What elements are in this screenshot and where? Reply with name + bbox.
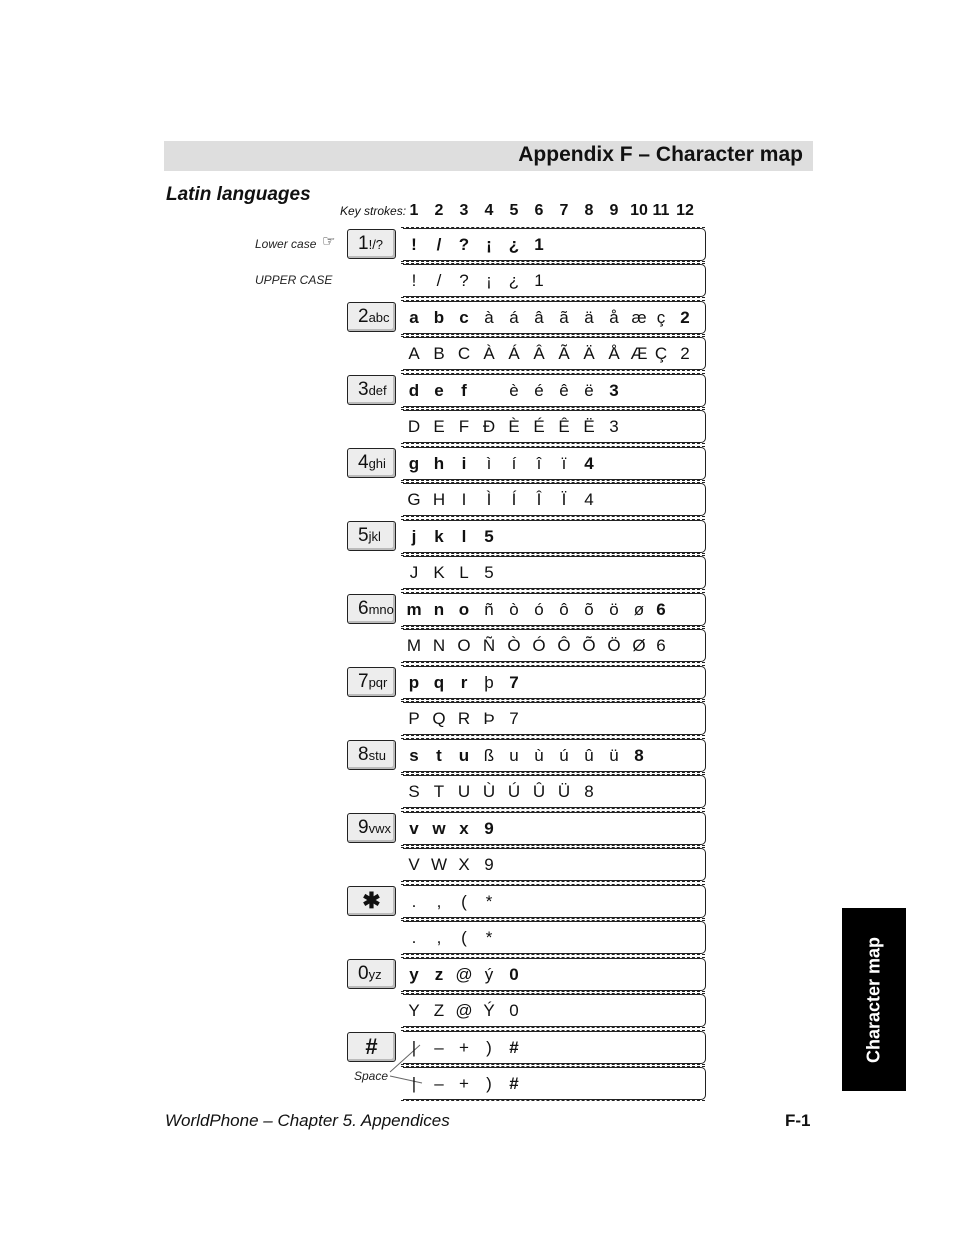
character-cell: ñ [484,600,494,619]
phone-key-4 [347,521,396,551]
character-cell: ë [584,381,594,400]
character-cell: ¡ [486,271,492,290]
lower-case-row [403,593,706,626]
character-cell: õ [584,600,594,619]
key-stroke-number: 2 [434,202,444,219]
character-cell: 1 [534,235,544,254]
character-cell: Ä [583,344,595,363]
character-cell: I [461,490,467,509]
character-cell: X [458,855,470,874]
character-cell: Ù [482,782,496,801]
character-cell: y [409,965,419,984]
character-cell: l [461,527,467,546]
character-cell: ( [461,892,467,911]
key-letters: vwx [368,821,391,836]
character-cell: 3 [609,417,619,436]
character-cell: é [534,381,544,400]
character-cell: o [458,600,470,619]
lower-case-row [403,520,706,553]
character-cell: q [433,673,445,692]
lower-case-row [403,1031,706,1064]
character-cell: A [408,344,420,363]
character-cell: Ø [632,636,646,655]
character-cell: ¡ [486,235,492,254]
character-cell: Ò [507,636,521,655]
upper-case-row [403,1067,706,1100]
character-cell: p [408,673,420,692]
upper-case-row [403,337,706,370]
key-digit: 2 [358,306,369,327]
character-cell: ? [458,235,470,254]
character-cell: Ç [654,344,668,363]
character-cell: ¿ [508,235,520,254]
character-cell: s [409,746,419,765]
character-cell: 7 [509,709,519,728]
character-cell: f [461,381,467,400]
key-digit: 0 [358,963,369,984]
character-cell: u [509,746,519,765]
key-stroke-number: 9 [609,202,619,219]
character-cell: 7 [509,673,519,692]
character-cell: d [408,381,420,400]
character-cell: Á [508,344,520,363]
character-cell: ì [486,454,492,473]
character-cell: W [430,855,448,874]
character-cell: Í [511,490,517,509]
character-cell: # [509,1038,519,1057]
character-cell: Ö [607,636,621,655]
character-cell: â [534,308,544,327]
character-cell: Ý [483,1001,495,1020]
character-cell: Ã [558,344,570,363]
character-cell: O [457,636,471,655]
character-cell: 4 [584,454,594,473]
character-cell: u [458,746,470,765]
character-cell: ò [509,600,519,619]
character-cell: + [459,1074,469,1093]
character-cell: ! [411,235,417,254]
character-cell: í [511,454,517,473]
character-cell: Q [432,709,446,728]
key-letters: def [368,383,387,398]
character-cell: v [409,819,419,838]
character-cell: þ [484,673,494,692]
character-cell: * [485,892,493,911]
key-stroke-number: 10 [630,202,648,219]
character-cell: ) [486,1038,492,1057]
character-cell: ! [411,271,417,290]
character-cell: û [584,746,594,765]
upper-case-label: UPPER CASE [255,273,333,287]
key-strokes-label: Key strokes: [340,204,407,218]
character-cell: c [459,308,469,327]
character-cell: . [411,892,417,911]
key-stroke-number: 5 [509,202,519,219]
character-cell: P [408,709,420,728]
character-cell: Õ [582,636,596,655]
character-cell: ý [484,965,494,984]
character-cell: j [411,527,417,546]
character-cell: a [409,308,419,327]
character-cell: À [483,344,495,363]
character-cell: ? [459,271,469,290]
upper-case-row [403,556,706,589]
character-cell: ï [561,454,567,473]
character-cell: h [433,454,445,473]
character-cell: 3 [609,381,619,400]
character-cell: Þ [483,709,495,728]
character-cell: ó [534,600,544,619]
phone-key-1 [347,302,396,332]
phone-key-2 [347,375,396,405]
space-label: Space [354,1069,389,1083]
phone-key-7 [347,740,396,770]
phone-key-5 [347,594,396,624]
key-stroke-number: 6 [534,202,544,219]
upper-case-row [403,410,706,443]
key-stroke-number: 7 [559,202,569,219]
character-cell: Å [608,344,620,363]
character-cell: å [609,308,619,327]
character-cell: Î [536,490,542,509]
character-cell: b [433,308,445,327]
character-cell: Y [408,1001,420,1020]
character-cell: | [411,1038,417,1057]
character-cell: N [432,636,446,655]
phone-key-6 [347,667,396,697]
phone-key-0 [347,229,396,259]
character-cell: F [458,417,470,436]
character-cell: 8 [584,782,594,801]
lower-case-row [403,228,706,261]
character-cell: Æ [630,344,648,363]
lower-case-row [403,739,706,772]
character-cell: Ê [558,417,570,436]
key-stroke-number: 4 [484,202,494,219]
character-cell: @ [455,965,473,984]
character-cell: ( [461,928,467,947]
character-cell: à [484,308,494,327]
character-cell: è [509,381,519,400]
character-cell: ã [559,308,569,327]
key-stroke-number: 1 [409,202,419,219]
character-cell: . [411,928,417,947]
key-letters: yz [368,967,382,982]
character-cell: ß [483,746,495,765]
character-cell: – [434,1038,444,1057]
character-cell: Z [433,1001,445,1020]
lower-case-row [403,958,706,991]
lower-case-row [403,447,706,480]
character-cell: J [409,563,419,582]
character-cell: Ë [583,417,595,436]
upper-case-row [403,702,706,735]
character-cell: î [536,454,542,473]
key-digit: 9 [358,817,369,838]
character-cell: G [407,490,421,509]
key-letters: pqr [368,675,388,690]
character-cell: 9 [484,819,494,838]
character-cell: ¿ [508,271,520,290]
key-digit: ✱ [362,888,381,913]
character-cell: Ì [486,490,492,509]
character-cell: Ó [532,636,546,655]
character-cell: t [436,746,442,765]
character-cell: D [407,417,421,436]
character-cell: e [434,381,444,400]
character-cell: ø [633,600,645,619]
footer-chapter: WorldPhone – Chapter 5. Appendices [165,1111,450,1130]
character-cell: M [406,636,422,655]
phone-key-11 [347,1032,396,1062]
key-digit: 3 [358,379,369,400]
character-cell: ) [486,1074,492,1093]
lower-case-row [403,812,706,845]
character-cell: á [509,308,519,327]
character-cell: # [509,1074,519,1093]
upper-case-row [403,775,706,808]
character-cell: | [411,1074,417,1093]
character-cell: 5 [484,563,494,582]
key-digit: 4 [358,452,369,473]
character-cell: , [436,928,442,947]
lower-case-row [403,374,706,407]
character-cell: m [406,600,422,619]
character-cell: C [457,344,471,363]
character-cell: z [434,965,444,984]
key-digit: 8 [358,744,369,765]
character-cell: – [434,1074,444,1093]
key-digit: 5 [358,525,369,546]
key-digit: 6 [358,598,369,619]
character-cell: 2 [680,308,690,327]
lower-case-row [403,666,706,699]
key-digit: # [365,1034,378,1059]
character-cell: 4 [584,490,594,509]
pointing-hand-icon: ☞ [322,233,336,250]
character-cell: K [433,563,445,582]
character-cell: / [436,235,442,254]
character-cell: 9 [484,855,494,874]
character-cell: U [457,782,471,801]
character-cell: Ï [561,490,567,509]
character-cell: æ [631,308,647,327]
character-cell: x [459,819,469,838]
character-cell: ö [609,600,619,619]
character-cell: È [508,417,520,436]
character-cell: ä [584,308,594,327]
character-cell: k [434,527,444,546]
key-letters: jkl [368,529,381,544]
character-cell: H [432,490,446,509]
character-cell: r [460,673,468,692]
character-cell: 2 [680,344,690,363]
page-title: Appendix F – Character map [518,143,803,166]
character-cell: 0 [509,1001,519,1020]
lower-case-row [403,885,706,918]
chapter-side-tab [842,908,906,1091]
upper-case-row [403,921,706,954]
lower-case-row [403,301,706,334]
key-letters: ghi [368,456,386,471]
key-letters: stu [368,748,386,763]
character-cell: T [433,782,445,801]
character-cell: 1 [534,271,544,290]
character-cell: B [433,344,445,363]
character-cell: 6 [656,600,666,619]
character-cell: Ü [557,782,571,801]
character-cell: Â [533,344,545,363]
character-cell: É [533,417,545,436]
character-cell: / [436,271,442,290]
upper-case-row [403,629,706,662]
character-cell: + [459,1038,469,1057]
character-cell: 6 [656,636,666,655]
phone-key-8 [347,813,396,843]
phone-key-3 [347,448,396,478]
character-cell: 0 [509,965,519,984]
character-cell: ê [559,381,569,400]
section-title: Latin languages [166,184,311,205]
upper-case-row [403,483,706,516]
character-cell: n [433,600,445,619]
character-cell: V [408,855,420,874]
character-cell: R [457,709,471,728]
character-cell: 8 [634,746,644,765]
character-cell: E [433,417,445,436]
character-cell: ô [559,600,569,619]
character-cell: Û [532,782,546,801]
character-cell: ú [559,746,569,765]
character-cell: g [408,454,420,473]
key-digit: 1 [358,233,369,254]
character-cell: w [432,819,446,838]
character-cell: * [485,928,493,947]
key-stroke-number: 3 [459,202,469,219]
footer-page-number: F-1 [785,1111,811,1130]
character-cell: i [461,454,467,473]
upper-case-row [403,994,706,1027]
character-cell: Ñ [482,636,496,655]
upper-case-row [403,264,706,297]
character-cell: L [459,563,469,582]
character-cell: Đ [482,417,496,436]
key-letters: abc [368,310,390,325]
character-cell: S [408,782,420,801]
character-cell: ç [656,308,666,327]
key-letters: mno [368,602,394,617]
side-tab-label: Character map [863,936,884,1063]
upper-case-row [403,848,706,881]
key-digit: 7 [358,671,369,692]
character-cell: ü [609,746,619,765]
character-cell: Ú [507,782,521,801]
key-stroke-number: 11 [652,202,670,219]
phone-key-9 [347,886,396,916]
character-cell: 5 [484,527,494,546]
character-cell: ù [534,746,544,765]
lower-case-label: Lower case [255,237,317,251]
key-stroke-number: 8 [584,202,594,219]
character-cell: , [436,892,442,911]
phone-key-10 [347,959,396,989]
character-cell: @ [455,1001,473,1020]
key-letters: !/? [368,237,384,252]
character-cell: Ô [557,636,571,655]
key-stroke-number: 12 [676,202,694,219]
